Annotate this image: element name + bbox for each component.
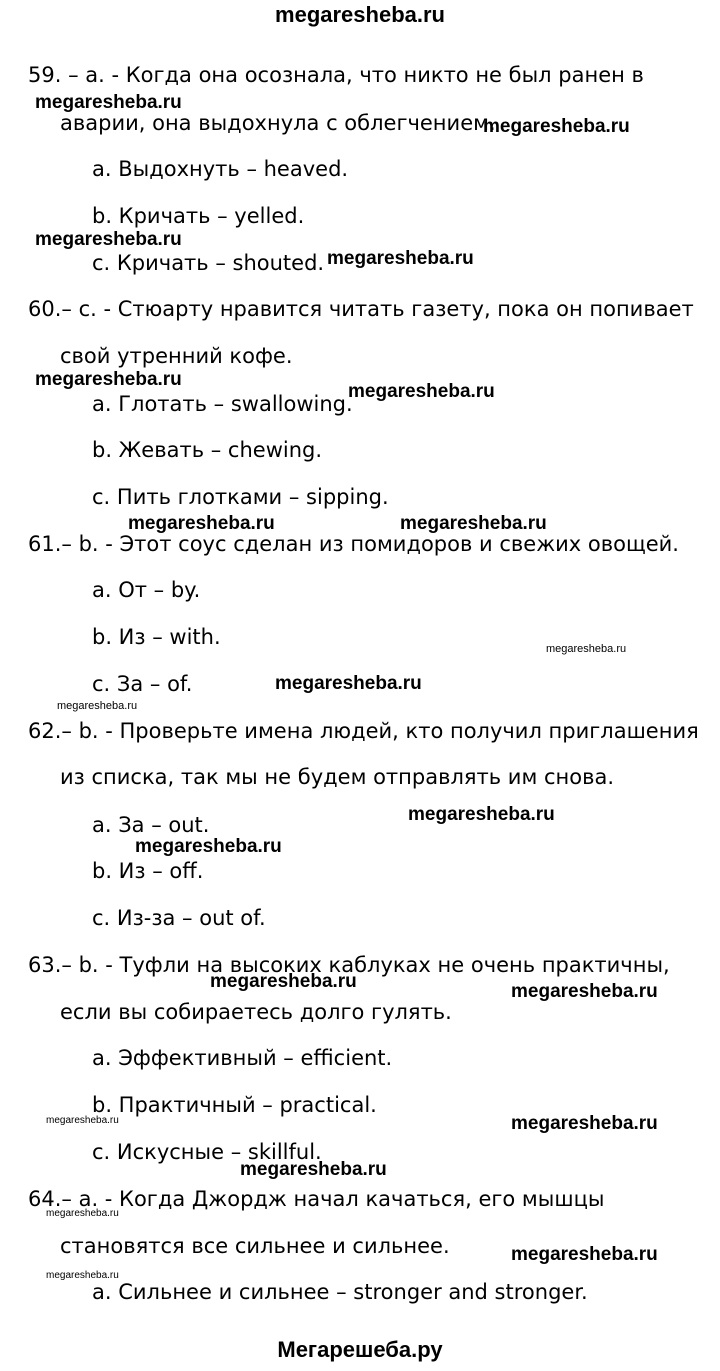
question-63-option-c: c. Искусные – skillful. xyxy=(92,1140,322,1164)
watermark: megaresheba.ru xyxy=(35,92,182,113)
watermark: megaresheba.ru xyxy=(135,836,282,857)
question-60-option-c: c. Пить глотками – sipping. xyxy=(92,485,389,509)
question-60-line-2: свой утренний кофе. xyxy=(60,344,293,368)
watermark: megaresheba.ru xyxy=(483,116,630,137)
question-62-option-a: a. За – out. xyxy=(92,813,210,837)
question-63-line-1: 63.– b. - Туфли на высоких каблуках не очень практичны, xyxy=(28,953,670,977)
page-footer-site: Мегарешеба.ру xyxy=(277,1337,443,1362)
watermark: megaresheba.ru xyxy=(35,369,182,390)
question-62-line-1: 62.– b. - Проверьте имена людей, кто получил приглашения xyxy=(28,719,699,743)
question-59-option-a: a. Выдохнуть – heaved. xyxy=(92,157,349,181)
question-64-option-a: a. Сильнее и сильнее – stronger and stronger. xyxy=(92,1280,588,1304)
watermark: megaresheba.ru xyxy=(57,700,138,712)
question-61-option-b: b. Из – with. xyxy=(92,625,221,649)
question-62-line-2: из списка, так мы не будем отправлять им снова. xyxy=(60,765,615,789)
watermark: megaresheba.ru xyxy=(327,248,474,269)
watermark: megaresheba.ru xyxy=(275,673,422,694)
question-61-line-1: 61.– b. - Этот соус сделан из помидоров и свежих овощей. xyxy=(28,532,679,556)
question-61-option-c: c. За – of. xyxy=(92,672,193,696)
watermark: megaresheba.ru xyxy=(400,513,547,534)
question-59-option-c: c. Кричать – shouted. xyxy=(92,251,325,275)
question-64-line-1: 64.– a. - Когда Джордж начал качаться, его мышцы xyxy=(28,1187,605,1211)
watermark: megaresheba.ru xyxy=(408,804,555,825)
watermark: megaresheba.ru xyxy=(348,381,495,402)
question-60-option-a: a. Глотать – swallowing. xyxy=(92,392,353,416)
watermark: megaresheba.ru xyxy=(46,1208,119,1219)
question-59-line-2: аварии, она выдохнула с облегчением. xyxy=(60,111,496,135)
question-62-option-b: b. Из – off. xyxy=(92,859,204,883)
question-61-option-a: a. От – by. xyxy=(92,578,201,602)
watermark: megaresheba.ru xyxy=(240,1159,387,1180)
question-59-line-1: 59. – a. - Когда она осознала, что никто не был ранен в xyxy=(28,63,644,87)
question-63-line-2: если вы собираетесь долго гулять. xyxy=(60,1000,452,1024)
watermark: megaresheba.ru xyxy=(35,229,182,250)
question-62-option-c: c. Из-за – out of. xyxy=(92,906,266,930)
question-63-option-b: b. Практичный – practical. xyxy=(92,1093,377,1117)
question-64-line-2: становятся все сильнее и сильнее. xyxy=(60,1234,450,1258)
watermark: megaresheba.ru xyxy=(511,1113,658,1134)
watermark: megaresheba.ru xyxy=(546,643,627,655)
watermark: megaresheba.ru xyxy=(46,1270,119,1281)
watermark: megaresheba.ru xyxy=(210,971,357,992)
question-60-option-b: b. Жевать – chewing. xyxy=(92,438,323,462)
watermark: megaresheba.ru xyxy=(511,1244,658,1265)
question-59-option-b: b. Кричать – yelled. xyxy=(92,204,305,228)
watermark: megaresheba.ru xyxy=(46,1115,119,1126)
question-60-line-1: 60.– c. - Стюарту нравится читать газету, пока он попивает xyxy=(28,297,694,321)
question-63-option-a: a. Эффективный – efficient. xyxy=(92,1046,393,1070)
page-header-site: megaresheba.ru xyxy=(275,2,445,27)
watermark: megaresheba.ru xyxy=(128,513,275,534)
watermark: megaresheba.ru xyxy=(511,981,658,1002)
